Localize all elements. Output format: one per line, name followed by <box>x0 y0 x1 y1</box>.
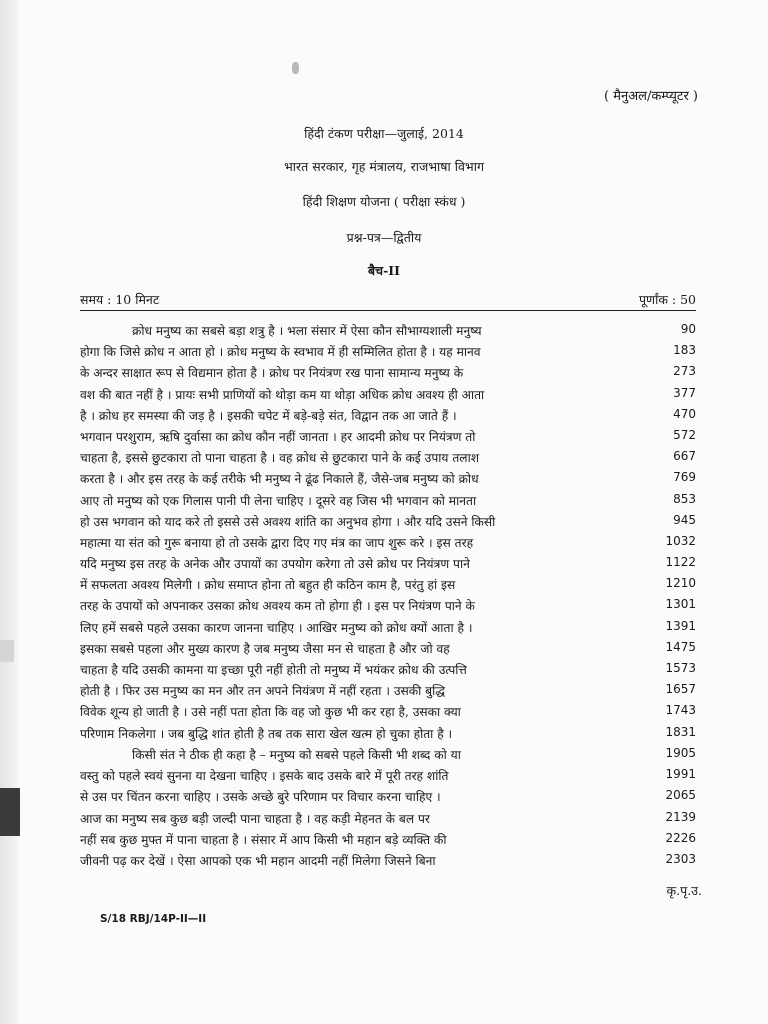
line-text: आए तो मनुष्य को एक गिलास पानी पी लेना चाहिए । दूसरे वह जिस भी भगवान को मानता <box>80 493 477 508</box>
line-text: नहीं सब कुछ मुफ्त में पाना चाहता है । संसार में आप किसी भी महान बड़े व्यक्ति की <box>80 832 447 847</box>
line-text: इसका सबसे पहला और मुख्य कारण है जब मनुष्य जैसा मन से चाहता है और जो वह <box>80 641 450 656</box>
line-text: करता है । और इस तरह के कई तरीके भी मनुष्य ने ढूंढ निकाले हैं, जैसे-जब मनुष्य को क्रोध <box>80 472 479 487</box>
exam-title: हिंदी टंकण परीक्षा—जुलाई, 2014 <box>304 126 464 141</box>
word-count: 2139 <box>665 809 696 824</box>
line-text: परिणाम निकलेगा । जब बुद्धि शांत होती है तब तक सारा खेल खत्म हो चुका होता है । <box>80 726 453 741</box>
word-count: 667 <box>673 449 696 464</box>
line-text: से उस पर चिंतन करना चाहिए । उसके अच्छे बुरे परिणाम पर विचार करना चाहिए । <box>80 790 441 805</box>
passage-line <box>80 788 696 809</box>
line-text: भगवान परशुराम, ऋषि दुर्वासा का क्रोध कौन नहीं जानता । हर आदमी क्रोध पर नियंत्रण तो <box>80 429 476 444</box>
passage-line <box>80 597 696 618</box>
word-count: 470 <box>673 406 696 421</box>
word-count: 1743 <box>665 703 696 718</box>
paper-heading: प्रश्न-पत्र—द्वितीय <box>346 230 422 245</box>
passage-line <box>80 407 696 428</box>
passage-line <box>80 831 696 852</box>
paper-code: S/18 RBJ/14P-II—II <box>100 913 207 925</box>
passage-line <box>80 767 696 788</box>
page-edge-shadow <box>0 0 18 1024</box>
passage-paragraph-1 <box>80 322 696 746</box>
word-count: 853 <box>673 491 696 506</box>
line-text: लिए हमें सबसे पहले उसका कारण जानना चाहिए । आखिर मनुष्य को क्रोध क्यों आता है । <box>80 620 473 635</box>
passage-line <box>80 619 696 640</box>
passage-line <box>80 746 696 767</box>
line-text: वस्तु को पहले स्वयं सुनना या देखना चाहिए । इसके बाद उसके बारे में पूरी तरह शांति <box>80 769 449 784</box>
passage-line <box>80 534 696 555</box>
marks-label: पूर्णांक : 50 <box>638 292 696 307</box>
scan-edge-mark <box>0 640 14 662</box>
word-count: 1210 <box>665 576 696 591</box>
passage-line <box>80 364 696 385</box>
passage-line <box>80 343 696 364</box>
passage-line <box>80 555 696 576</box>
header-rule <box>80 310 696 311</box>
passage-line <box>80 661 696 682</box>
passage-line <box>80 449 696 470</box>
time-marks-row <box>80 291 696 309</box>
passage-line <box>80 810 696 831</box>
word-count: 572 <box>673 427 696 442</box>
word-count: 1905 <box>665 746 696 760</box>
line-text: जीवनी पढ़ कर देखें । ऐसा आपको एक भी महान आदमी नहीं मिलेगा जिसने बिना <box>80 853 436 868</box>
word-count: 1475 <box>665 639 696 654</box>
passage-line <box>80 852 696 873</box>
word-count: 1122 <box>665 555 696 570</box>
word-count: 1657 <box>665 682 696 697</box>
word-count: 377 <box>673 385 696 400</box>
scheme-heading: हिंदी शिक्षण योजना ( परीक्षा स्कंध ) <box>302 194 466 209</box>
word-count: 1573 <box>665 661 696 675</box>
passage-line <box>80 703 696 724</box>
passage-line <box>80 492 696 513</box>
time-label: समय : 10 मिनट <box>80 292 160 307</box>
passage-line <box>80 682 696 703</box>
word-count: 90 <box>680 322 696 336</box>
line-text: में सफलता अवश्य मिलेगी । क्रोध समाप्त होना तो बहुत ही कठिन काम है, परंतु हां इस <box>80 578 456 593</box>
line-text: चाहता है यदि उसकी कामना या इच्छा पूरी नहीं होती तो मनुष्य में भयंकर क्रोध की उत्पत्ति <box>80 663 467 677</box>
paper-speck <box>292 62 299 74</box>
word-count: 2303 <box>665 851 696 866</box>
line-text: चाहता है, इससे छुटकारा तो पाना चाहता है । वह क्रोध से छुटकारा पाने के कई उपाय तलाश <box>80 451 480 466</box>
word-count: 2226 <box>665 830 696 845</box>
paper-type-label: ( मैनुअल/कम्प्यूटर ) <box>604 89 698 104</box>
passage-line <box>80 322 696 343</box>
passage-line <box>80 513 696 534</box>
line-text: हो उस भगवान को याद करे तो इससे उसे अवश्य शांति का अनुभव होगा । और यदि उसने किसी <box>80 514 496 529</box>
line-text: यदि मनुष्य इस तरह के अनेक और उपायों का उपयोग करेगा तो उसे क्रोध पर नियंत्रण पाने <box>80 557 470 572</box>
passage-line <box>80 576 696 597</box>
word-count: 1391 <box>665 618 696 633</box>
line-text: महात्मा या संत को गुरू बनाया हो तो उसके द्वारा दिए गए मंत्र का जाप शुरू करे । इस तरह <box>80 535 474 550</box>
word-count: 2065 <box>665 788 696 803</box>
binder-clip-shadow <box>0 788 20 836</box>
passage-line <box>80 386 696 407</box>
passage-line <box>80 725 696 746</box>
word-count: 273 <box>673 364 696 379</box>
ministry-heading: भारत सरकार, गृह मंत्रालय, राजभाषा विभाग <box>284 159 484 174</box>
line-text: क्रोध मनुष्य का सबसे बड़ा शत्रु है । भला संसार में ऐसा कौन सौभाग्यशाली मनुष्य <box>132 324 482 338</box>
line-text: विवेक शून्य हो जाती है । उसे नहीं पता होता कि वह जो कुछ भी कर रहा है, उसका क्या <box>80 705 461 720</box>
please-turn-over: कृ.पृ.उ. <box>666 883 702 898</box>
word-count: 769 <box>673 470 696 485</box>
word-count: 183 <box>673 343 696 358</box>
word-count: 1032 <box>665 533 696 548</box>
passage-line <box>80 640 696 661</box>
line-text: किसी संत ने ठीक ही कहा है – मनुष्य को सबसे पहले किसी भी शब्द को या <box>132 748 461 762</box>
line-text: होती है । फिर उस मनुष्य का मन और तन अपने नियंत्रण में नहीं रहता । उसकी बुद्धि <box>80 684 445 699</box>
word-count: 1991 <box>665 767 696 782</box>
word-count: 1301 <box>665 597 696 612</box>
line-text: तरह के उपायों को अपनाकर उसका क्रोध अवश्य कम तो होगा ही । इस पर नियंत्रण पाने के <box>80 599 475 614</box>
line-text: वश की बात नहीं है । प्रायः सभी प्राणियों को थोड़ा कम या थोड़ा अधिक क्रोध अवश्य ही आता <box>80 387 485 402</box>
line-text: होगा कि जिसे क्रोध न आता हो । क्रोध मनुष्य के स्वभाव में ही सम्मिलित होता है । यह मानव <box>80 345 481 360</box>
line-text: है । क्रोध हर समस्या की जड़ है । इसकी चपेट में बड़े-बड़े संत, विद्वान तक आ जाते हैं । <box>80 408 457 423</box>
line-text: आज का मनुष्य सब कुछ बड़ी जल्दी पाना चाहता है । वह कड़ी मेहनत के बल पर <box>80 811 430 826</box>
passage-paragraph-2 <box>80 746 696 873</box>
passage-line <box>80 428 696 449</box>
batch-heading: बैच-II <box>368 263 400 278</box>
word-count: 945 <box>673 512 696 527</box>
passage-line <box>80 470 696 491</box>
word-count: 1831 <box>665 724 696 739</box>
line-text: के अन्दर साक्षात रूप से विद्यमान होता है । क्रोध पर नियंत्रण रख पाना सामान्य मनुष्य के <box>80 366 464 381</box>
